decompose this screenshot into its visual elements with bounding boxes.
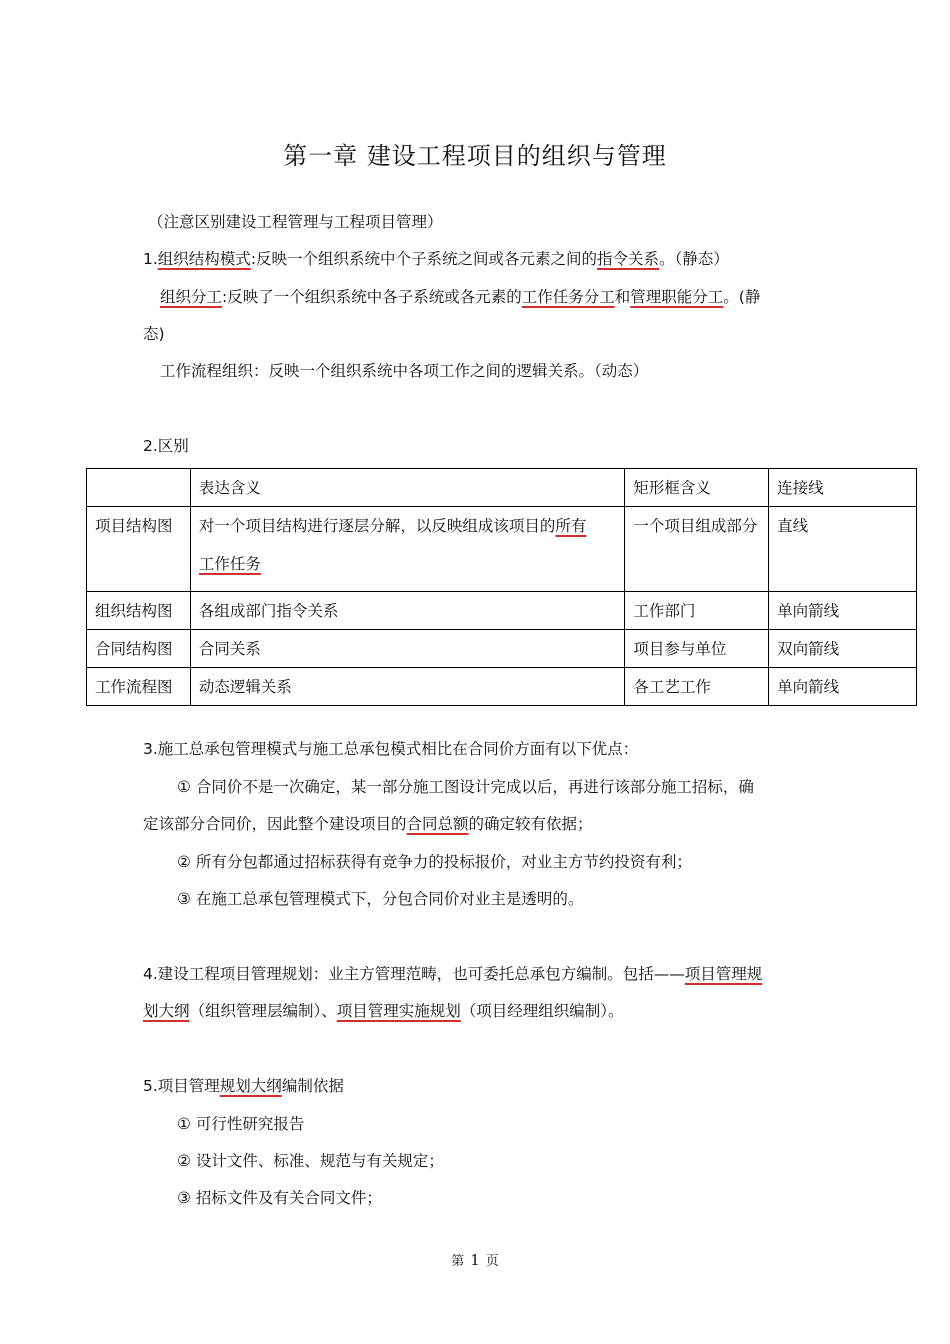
text: :反映了一个组织系统中各子系统或各元素的 <box>222 288 522 306</box>
underlined-term: 所有 <box>555 517 587 535</box>
table-row <box>87 507 917 592</box>
section5-item: ③ 招标文件及有关合同文件； <box>177 1189 382 1207</box>
table-cell: 各工艺工作 <box>625 668 769 706</box>
text: 5.项目管理 <box>143 1077 220 1095</box>
table-header-cell: 表达含义 <box>190 469 624 507</box>
cell-text: 一个项目组成部分 <box>633 517 758 535</box>
underlined-term: 工作任务分工 <box>521 288 615 306</box>
text: 4.建设工程项目管理规划：业主方管理范畴，也可委托总承包方编制。包括—— <box>143 965 685 983</box>
section3-heading: 3.施工总承包管理模式与施工总承包模式相比在合同价方面有以下优点： <box>143 740 639 758</box>
table-cell: 单向箭线 <box>769 668 917 706</box>
underlined-term: 合同总额 <box>406 815 469 833</box>
section3-item1-line1: ① 合同价不是一次确定，某一部分施工图设计完成以后，再进行该部分施工招标，确 <box>177 778 754 796</box>
table-cell: 工作部门 <box>625 592 769 630</box>
table-cell: 单向箭线 <box>769 592 917 630</box>
table-cell: 各组成部门指令关系 <box>190 592 624 630</box>
section3-item2: ② 所有分包都通过招标获得有竞争力的投标报价，对业主方节约投资有利； <box>177 853 692 871</box>
table-cell: 项目结构图 <box>87 507 191 592</box>
table-header-cell: 连接线 <box>769 469 917 507</box>
section5-heading <box>143 1075 344 1097</box>
underlined-term: 指令关系 <box>597 250 660 268</box>
text: 1. <box>143 250 158 268</box>
table-cell: 组织结构图 <box>87 592 191 630</box>
underlined-term: 划大纲 <box>143 1002 190 1020</box>
text: 的确定较有依据； <box>468 815 593 833</box>
section1-line-a <box>143 248 729 270</box>
section1-line-b <box>160 286 760 308</box>
section1-line-b-cont: 态) <box>143 325 165 343</box>
text: 定该部分合同价，因此整个建设项目的 <box>143 815 407 833</box>
table-header-cell <box>87 469 191 507</box>
text: :反映一个组织系统中个子系统之间或各元素之间的 <box>250 250 598 268</box>
table-cell: 双向箭线 <box>769 630 917 668</box>
table-cell: 工作流程图 <box>87 668 191 706</box>
underlined-term: 项目管理规 <box>684 965 763 983</box>
text: （项目经理组织编制）。 <box>460 1002 624 1020</box>
underlined-term: 项目管理实施规划 <box>336 1002 461 1020</box>
section4-line1 <box>143 963 762 985</box>
underlined-term: 组织结构模式 <box>157 250 251 268</box>
table-cell: 合同关系 <box>190 630 624 668</box>
section1-line-c: 工作流程组织：反映一个组织系统中各项工作之间的逻辑关系。（动态） <box>160 362 649 380</box>
underlined-term: 工作任务 <box>198 555 261 573</box>
text: 对一个项目结构进行逐层分解，以反映组成该项目的 <box>198 517 556 535</box>
footer-text: 第 <box>451 1254 465 1269</box>
comparison-table <box>86 468 917 706</box>
text: （组织管理层编制）、 <box>189 1002 337 1020</box>
note-line: （注意区别建设工程管理与工程项目管理） <box>148 213 443 231</box>
table-cell: 项目参与单位 <box>625 630 769 668</box>
page-footer <box>0 1250 950 1269</box>
section3-item3: ③ 在施工总承包管理模式下，分包合同价对业主是透明的。 <box>177 890 584 908</box>
table-header-cell: 矩形框含义 <box>625 469 769 507</box>
underlined-term: 规划大纲 <box>219 1077 282 1095</box>
table-row <box>87 668 917 706</box>
table-row <box>87 592 917 630</box>
underlined-term: 组织分工 <box>160 288 223 306</box>
section5-item: ② 设计文件、标准、规范与有关规定； <box>177 1152 444 1170</box>
text: 编制依据 <box>281 1077 344 1095</box>
page-title: 第一章 建设工程项目的组织与管理 <box>283 142 667 170</box>
table-cell <box>625 507 769 592</box>
table-cell: 合同结构图 <box>87 630 191 668</box>
table-cell: 动态逻辑关系 <box>190 668 624 706</box>
underlined-term: 管理职能分工 <box>630 288 724 306</box>
section5-item: ① 可行性研究报告 <box>177 1115 305 1133</box>
table-row <box>87 630 917 668</box>
table-cell <box>190 507 624 592</box>
text: 和 <box>614 288 631 306</box>
text: 。(静 <box>723 288 761 306</box>
section3-item1-line2 <box>143 813 593 835</box>
table-cell: 直线 <box>769 507 917 592</box>
section4-line2 <box>143 1000 624 1022</box>
section2-heading: 2.区别 <box>143 437 189 455</box>
page-number: 1 <box>470 1251 480 1269</box>
table-header-row <box>87 469 917 507</box>
text: 。（静态） <box>659 250 729 268</box>
footer-text: 页 <box>485 1254 499 1269</box>
